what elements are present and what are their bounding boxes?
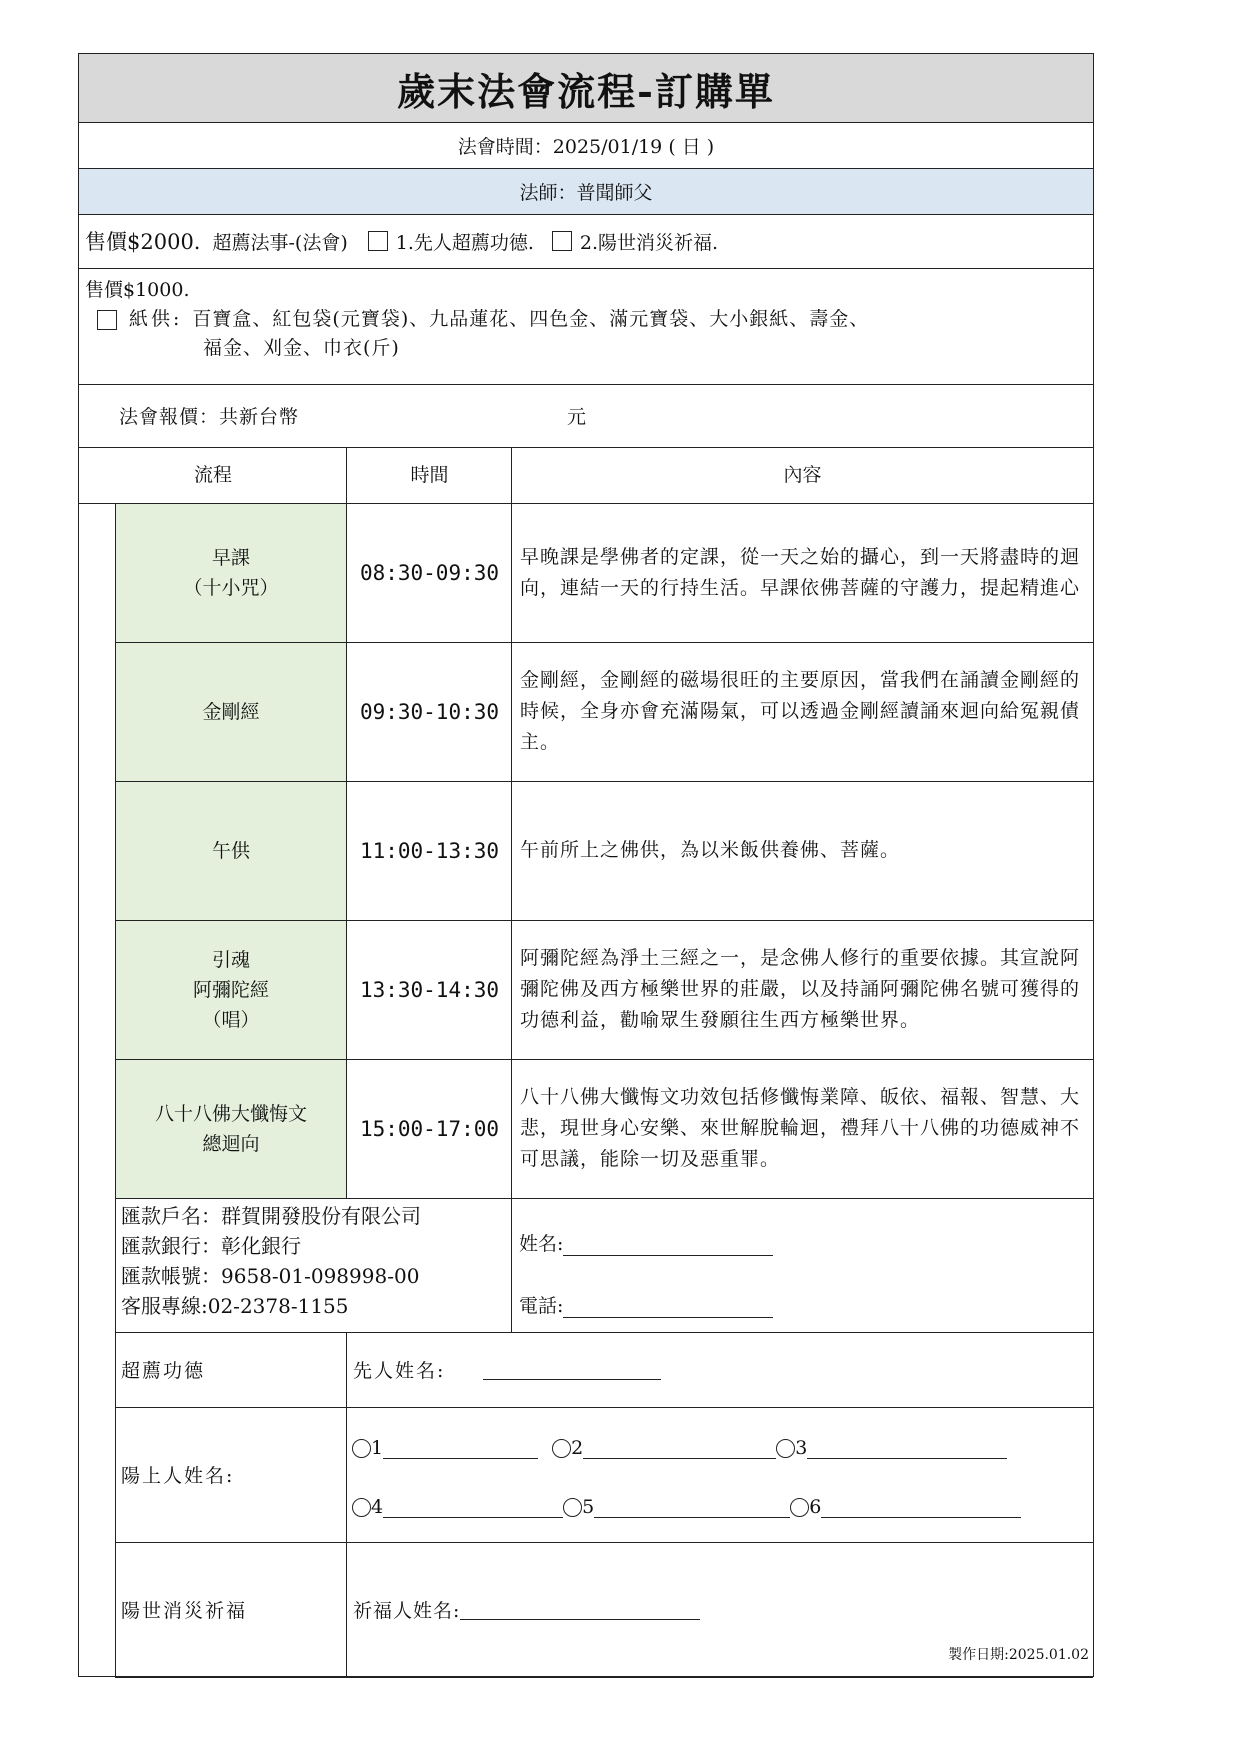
header-time: 時間	[410, 464, 449, 486]
option-ancestor-merit: 1.先人超薦功德.	[395, 231, 534, 254]
slot-circle-icon[interactable]	[563, 1498, 582, 1517]
process-line: （十小咒）	[183, 576, 279, 599]
blessing-field-row	[353, 1542, 700, 1677]
living-names-row-1	[352, 1437, 1007, 1459]
process-line: 阿彌陀經	[192, 978, 269, 1001]
customer-service-phone: 客服專線:02-2378-1155	[121, 1294, 349, 1318]
option-blessing: 2.陽世消災祈福.	[579, 231, 719, 254]
living-name-field[interactable]	[383, 1438, 538, 1459]
process-line: 午供	[211, 839, 250, 862]
checkbox-blessing[interactable]	[552, 231, 572, 251]
ceremony-date: 法會時間：2025/01/19 ( 日 )	[457, 135, 715, 158]
living-names-row-2	[352, 1496, 1021, 1518]
price-2000-label: 售價$2000.	[85, 230, 201, 254]
checkbox-paper-offerings[interactable]	[97, 310, 117, 330]
header-process: 流程	[193, 464, 232, 486]
process-line: 金剛經	[202, 700, 260, 723]
schedule-row-content: 午前所上之佛供，為以米飯供養佛、菩薩。	[520, 839, 901, 861]
process-line: 早課	[211, 546, 250, 569]
living-names-label: 陽上人姓名:	[121, 1465, 235, 1487]
schedule-row-time: 08:30-09:30	[359, 560, 500, 585]
price-option-1000	[85, 276, 1085, 363]
process-line: 總迴向	[202, 1132, 260, 1155]
slot-circle-icon[interactable]	[352, 1498, 371, 1517]
page-title: 歲末法會流程-訂購單	[79, 54, 1093, 122]
quote-unit: 元	[567, 406, 587, 428]
contact-phone-field[interactable]	[563, 1297, 773, 1318]
blessing-name-label: 祈福人姓名:	[353, 1600, 461, 1622]
slot-circle-icon[interactable]	[790, 1498, 809, 1517]
schedule-row-process	[116, 642, 346, 781]
slot-circle-icon[interactable]	[776, 1439, 795, 1458]
living-name-field[interactable]	[383, 1497, 563, 1518]
creation-date: 製作日期:2025.01.02	[948, 1647, 1089, 1663]
schedule-row-process	[116, 503, 346, 642]
contact-name-label: 姓名:	[519, 1233, 564, 1255]
order-form	[78, 53, 1094, 1677]
slot-number: 1	[371, 1437, 384, 1459]
price-1000-label: 售價$1000.	[85, 279, 190, 301]
blessing-name-field[interactable]	[460, 1599, 700, 1620]
contact-name-row	[519, 1229, 773, 1256]
living-name-field[interactable]	[594, 1497, 790, 1518]
slot-number: 5	[582, 1496, 595, 1518]
paper-offerings-label: 紙供:	[129, 308, 183, 330]
slot-circle-icon[interactable]	[552, 1439, 571, 1458]
teacher-line: 法師：普聞師父	[79, 169, 1093, 214]
living-name-field[interactable]	[807, 1438, 1007, 1459]
schedule-row-process	[116, 1059, 346, 1198]
contact-phone-row	[519, 1291, 773, 1318]
process-line: 八十八佛大懺悔文	[154, 1102, 307, 1125]
schedule-row-content: 阿彌陀經為淨土三經之一，是念佛人修行的重要依據。其宣說阿彌陀佛及西方極樂世界的莊嚴，以及持誦阿彌陀佛名號可獲得的功德利益，勸喻眾生發願往生西方極樂世界。	[520, 947, 1081, 1031]
checkbox-ancestor-merit[interactable]	[368, 231, 388, 251]
contact-phone-label: 電話:	[519, 1295, 564, 1317]
process-line: 引魂	[211, 948, 250, 971]
paper-offerings-items-2: 福金、刈金、巾衣(斤)	[203, 337, 400, 359]
bank-account-number: 匯款帳號：9658-01-098998-00	[121, 1264, 420, 1288]
bank-info	[121, 1201, 511, 1321]
schedule-row-time: 13:30-14:30	[359, 977, 500, 1002]
ancestor-name-label: 先人姓名:	[353, 1360, 446, 1382]
schedule-row-process	[116, 920, 346, 1059]
merit-label: 超薦功德	[121, 1360, 206, 1382]
contact-name-field[interactable]	[563, 1235, 773, 1256]
schedule-row-time: 09:30-10:30	[359, 699, 500, 724]
slot-number: 4	[371, 1496, 384, 1518]
bank-name: 匯款銀行：彰化銀行	[121, 1234, 301, 1258]
merit-field-row	[353, 1332, 661, 1407]
living-name-field[interactable]	[821, 1497, 1021, 1518]
living-name-field[interactable]	[583, 1438, 776, 1459]
schedule-row-time: 15:00-17:00	[359, 1116, 500, 1141]
schedule-row-content: 八十八佛大懺悔文功效包括修懺悔業障、皈依、福報、智慧、大悲，現世身心安樂、來世解脫輪迴，禮拜八十八佛的功德威神不可思議，能除一切及惡重罪。	[520, 1086, 1081, 1170]
schedule-row-process	[116, 781, 346, 920]
slot-circle-icon[interactable]	[352, 1439, 371, 1458]
price-option-2000	[85, 214, 1085, 268]
schedule-row-time: 11:00-13:30	[359, 838, 500, 863]
quote-label: 法會報價：共新台幣	[119, 406, 300, 428]
blessing-label: 陽世消災祈福	[121, 1600, 248, 1622]
header-content: 內容	[783, 464, 822, 486]
price-2000-desc: 超薦法事-(法會)	[212, 231, 348, 254]
bank-account-name: 匯款戶名：群賀開發股份有限公司	[121, 1204, 421, 1228]
schedule-row-content: 金剛經，金剛經的磁場很旺的主要原因，當我們在誦讀金剛經的時候，全身亦會充滿陽氣，可以透過金剛經讀誦來迴向給冤親債主。	[520, 669, 1081, 753]
slot-number: 3	[795, 1437, 808, 1459]
slot-number: 6	[809, 1496, 822, 1518]
slot-number: 2	[571, 1437, 584, 1459]
schedule-row-content: 早晚課是學佛者的定課，從一天之始的攝心，到一天將盡時的迴向，連結一天的行持生活。早課依佛菩薩的守護力，提起精進心	[520, 545, 1081, 599]
paper-offerings-items-1: 百寶盒、紅包袋(元寶袋)、九品蓮花、四色金、滿元寶袋、大小銀紙、壽金、	[192, 308, 870, 330]
ancestor-name-field[interactable]	[483, 1359, 661, 1380]
process-line: （唱）	[202, 1008, 260, 1031]
